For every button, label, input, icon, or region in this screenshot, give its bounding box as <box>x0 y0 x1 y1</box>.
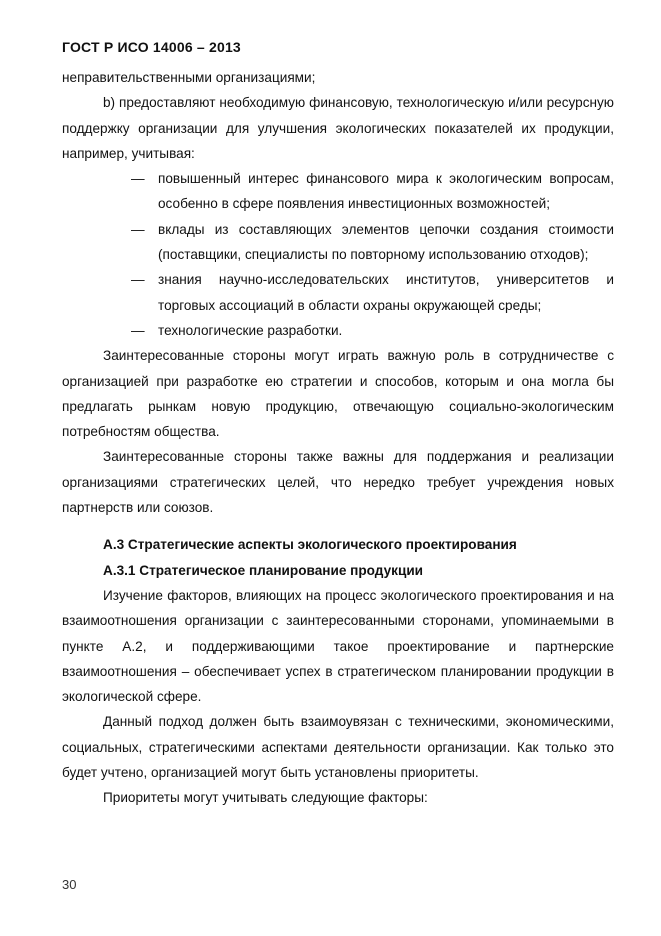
page-number: 30 <box>62 877 77 891</box>
dash-icon: — <box>131 322 145 338</box>
spacer <box>62 520 614 532</box>
bullet-list <box>62 166 614 343</box>
dash-icon: — <box>131 272 145 288</box>
bullet-item: — повышенный интерес финансового мира к экологическим вопросам, особенно в сфере появления инвестиционных возможностей; <box>62 166 614 217</box>
section-heading: А.3 Стратегические аспекты экологического проектирования <box>103 537 517 553</box>
paragraph: Заинтересованные стороны могут играть важную роль в сотрудничестве с организацией при разработке ею стратегии и способов, которым и она могла бы предлагать рынкам новую продукцию, отвечающую социально-экологическим потребностям общества. <box>62 348 614 440</box>
bullet-item: — технологические разработки. <box>62 318 614 343</box>
document-header: ГОСТ Р ИСО 14006 – 2013 <box>62 39 241 55</box>
dash-icon: — <box>131 221 145 237</box>
paragraph: Данный подход должен быть взаимоувязан с техническими, экономическими, социальных, стратегическими аспектами деятельности организации. Как только это будет учтено, организацией могут быть установлены приоритеты. <box>62 714 614 781</box>
bullet-item: — вклады из составляющих элементов цепочки создания стоимости (поставщики, специалисты по повторному использованию отходов); <box>62 217 614 268</box>
paragraph: Заинтересованные стороны также важны для поддержания и реализации организациями стратегических целей, что нередко требует учреждения новых партнерств или союзов. <box>62 449 614 516</box>
bullet-item: — знания научно-исследовательских институтов, университетов и торговых ассоциаций в области охраны окружающей среды; <box>62 267 614 318</box>
paragraph-continuation: неправительственными организациями; <box>62 70 316 85</box>
paragraph: Изучение факторов, влияющих на процесс экологического проектирования и на взаимоотношения организации с заинтересованными сторонами, упоминаемыми в пункте А.2, и поддерживающими такое проектирование и партнерские взаимоотношения – обеспечивает успех в стратегическом планировании продукции в экологической сфере. <box>62 587 614 705</box>
document-body <box>62 65 614 811</box>
paragraph: Приоритеты могут учитывать следующие факторы: <box>103 790 428 806</box>
list-item-b: b) предоставляют необходимую финансовую, технологическую и/или ресурсную поддержку организации для улучшения экологических показателей их продукции, например, учитывая: <box>62 95 614 161</box>
subsection-heading: А.3.1 Стратегическое планирование продукции <box>103 562 424 578</box>
dash-icon: — <box>131 171 145 187</box>
